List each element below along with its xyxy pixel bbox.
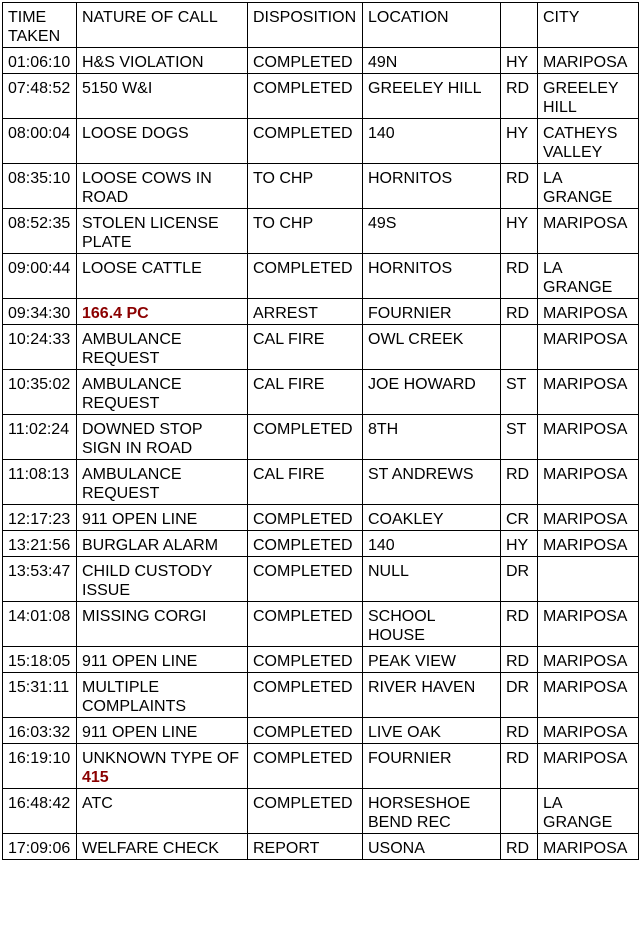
nature-text: AMBULANCE REQUEST [82,331,182,367]
cell-street-type: DR [501,673,538,718]
table-row [3,834,639,860]
cell-street-type: ST [501,370,538,415]
cell-time: 10:35:02 [3,370,77,415]
table-row [3,254,639,299]
cell-location: SCHOOL HOUSE [363,602,501,647]
nature-text: STOLEN LICENSE PLATE [82,215,219,251]
nature-text: ATC [82,795,113,812]
table-row [3,299,639,325]
cell-time: 13:53:47 [3,557,77,602]
cell-disposition: COMPLETED [248,505,363,531]
cell-time: 08:35:10 [3,164,77,209]
cell-nature-of-call [77,370,248,415]
cell-city: MARIPOSA [538,299,639,325]
cell-nature-of-call [77,74,248,119]
cell-location: LIVE OAK [363,718,501,744]
cell-street-type: RD [501,460,538,505]
cell-location: ST ANDREWS [363,460,501,505]
cell-nature-of-call [77,119,248,164]
nature-text: LOOSE COWS IN ROAD [82,170,212,206]
nature-text: 911 OPEN LINE [82,511,198,528]
cell-nature-of-call [77,505,248,531]
nature-text: 5150 W&I [82,80,153,97]
cell-time: 16:03:32 [3,718,77,744]
nature-highlight-text: 166.4 PC [82,305,149,322]
cell-street-type: ST [501,415,538,460]
cell-city: MARIPOSA [538,602,639,647]
cell-city: MARIPOSA [538,48,639,74]
cell-location: HORNITOS [363,164,501,209]
cell-location: FOURNIER [363,744,501,789]
cell-location: 49S [363,209,501,254]
cell-disposition: COMPLETED [248,673,363,718]
cell-disposition: COMPLETED [248,647,363,673]
nature-text: AMBULANCE REQUEST [82,376,182,412]
nature-text: UNKNOWN TYPE OF [82,750,240,767]
cell-time: 16:19:10 [3,744,77,789]
cell-time: 15:18:05 [3,647,77,673]
header-street-type [501,3,538,48]
cell-nature-of-call [77,557,248,602]
cell-city: MARIPOSA [538,505,639,531]
nature-text: H&S VIOLATION [82,54,204,71]
cell-location: PEAK VIEW [363,647,501,673]
cell-street-type: RD [501,602,538,647]
nature-text: 911 OPEN LINE [82,653,198,670]
table-row [3,789,639,834]
cell-street-type: HY [501,531,538,557]
cell-nature-of-call [77,460,248,505]
cell-disposition: COMPLETED [248,531,363,557]
header-location: LOCATION [363,3,501,48]
cell-time: 17:09:06 [3,834,77,860]
cell-time: 08:00:04 [3,119,77,164]
cell-street-type: RD [501,254,538,299]
cell-city: MARIPOSA [538,531,639,557]
cell-location: HORNITOS [363,254,501,299]
table-row [3,164,639,209]
cell-street-type [501,789,538,834]
cell-time: 15:31:11 [3,673,77,718]
cell-disposition: COMPLETED [248,119,363,164]
cell-disposition: COMPLETED [248,602,363,647]
nature-text: CHILD CUSTODY ISSUE [82,563,213,599]
cell-time: 09:00:44 [3,254,77,299]
cell-location: 140 [363,119,501,164]
cell-time: 12:17:23 [3,505,77,531]
cell-nature-of-call [77,325,248,370]
nature-text: WELFARE CHECK [82,840,219,857]
table-row [3,48,639,74]
table-row [3,325,639,370]
cell-city: MARIPOSA [538,460,639,505]
cell-nature-of-call [77,744,248,789]
cell-time: 10:24:33 [3,325,77,370]
cell-street-type: RD [501,718,538,744]
cell-nature-of-call [77,164,248,209]
cell-city: MARIPOSA [538,647,639,673]
cell-disposition: COMPLETED [248,254,363,299]
cell-disposition: TO CHP [248,209,363,254]
nature-text: BURGLAR ALARM [82,537,219,554]
cell-city: MARIPOSA [538,415,639,460]
nature-text: MULTIPLE COMPLAINTS [82,679,187,715]
cell-city: LA GRANGE [538,164,639,209]
cell-disposition: TO CHP [248,164,363,209]
cell-street-type [501,325,538,370]
cell-location: FOURNIER [363,299,501,325]
cell-city: GREELEY HILL [538,74,639,119]
cell-disposition: CAL FIRE [248,325,363,370]
table-row [3,460,639,505]
table-row [3,744,639,789]
cell-nature-of-call [77,48,248,74]
cell-city: MARIPOSA [538,718,639,744]
cell-street-type: RD [501,834,538,860]
table-row [3,370,639,415]
table-row [3,505,639,531]
cell-time: 11:08:13 [3,460,77,505]
cell-location: HORSESHOE BEND REC [363,789,501,834]
cell-nature-of-call [77,602,248,647]
cell-street-type: RD [501,74,538,119]
cell-time: 11:02:24 [3,415,77,460]
cell-time: 01:06:10 [3,48,77,74]
cell-location: 49N [363,48,501,74]
cell-disposition: COMPLETED [248,744,363,789]
cell-time: 08:52:35 [3,209,77,254]
table-row [3,718,639,744]
nature-text: MISSING CORGI [82,608,207,625]
cell-street-type: CR [501,505,538,531]
cell-disposition: COMPLETED [248,718,363,744]
call-log-table [2,2,639,860]
cell-disposition: CAL FIRE [248,460,363,505]
cell-nature-of-call [77,718,248,744]
header-disposition: DISPOSITION [248,3,363,48]
cell-location: COAKLEY [363,505,501,531]
table-row [3,74,639,119]
cell-time: 07:48:52 [3,74,77,119]
cell-disposition: REPORT [248,834,363,860]
table-row [3,602,639,647]
cell-city: LA GRANGE [538,789,639,834]
cell-nature-of-call [77,531,248,557]
cell-location: GREELEY HILL [363,74,501,119]
header-time-taken: TIME TAKEN [3,3,77,48]
cell-city [538,557,639,602]
cell-nature-of-call [77,834,248,860]
cell-street-type: RD [501,647,538,673]
header-row [3,3,639,48]
cell-nature-of-call [77,299,248,325]
cell-city: MARIPOSA [538,673,639,718]
table-row [3,531,639,557]
cell-nature-of-call [77,254,248,299]
cell-disposition: COMPLETED [248,557,363,602]
cell-disposition: ARREST [248,299,363,325]
table-row [3,673,639,718]
header-city: CITY [538,3,639,48]
cell-street-type: HY [501,119,538,164]
cell-location: RIVER HAVEN [363,673,501,718]
cell-disposition: CAL FIRE [248,370,363,415]
cell-location: 8TH [363,415,501,460]
table-row [3,119,639,164]
cell-location: 140 [363,531,501,557]
cell-city: MARIPOSA [538,325,639,370]
cell-disposition: COMPLETED [248,74,363,119]
nature-text: AMBULANCE REQUEST [82,466,182,502]
cell-location: USONA [363,834,501,860]
cell-time: 09:34:30 [3,299,77,325]
nature-text: DOWNED STOP SIGN IN ROAD [82,421,203,457]
cell-street-type: HY [501,209,538,254]
table-row [3,415,639,460]
cell-location: JOE HOWARD [363,370,501,415]
table-row [3,647,639,673]
nature-text: LOOSE DOGS [82,125,189,142]
cell-city: MARIPOSA [538,834,639,860]
cell-street-type: RD [501,299,538,325]
cell-nature-of-call [77,209,248,254]
cell-street-type: DR [501,557,538,602]
table-row [3,209,639,254]
cell-location: OWL CREEK [363,325,501,370]
cell-city: LA GRANGE [538,254,639,299]
cell-disposition: COMPLETED [248,415,363,460]
cell-time: 14:01:08 [3,602,77,647]
nature-highlight-text: 415 [82,769,109,786]
cell-time: 13:21:56 [3,531,77,557]
cell-city: MARIPOSA [538,744,639,789]
cell-nature-of-call [77,789,248,834]
cell-street-type: RD [501,744,538,789]
cell-city: MARIPOSA [538,209,639,254]
cell-disposition: COMPLETED [248,789,363,834]
cell-street-type: RD [501,164,538,209]
nature-text: LOOSE CATTLE [82,260,202,277]
cell-disposition: COMPLETED [248,48,363,74]
cell-nature-of-call [77,415,248,460]
nature-text: 911 OPEN LINE [82,724,198,741]
cell-nature-of-call [77,673,248,718]
cell-location: NULL [363,557,501,602]
header-nature-of-call: NATURE OF CALL [77,3,248,48]
cell-time: 16:48:42 [3,789,77,834]
cell-city: CATHEYS VALLEY [538,119,639,164]
table-row [3,557,639,602]
cell-street-type: HY [501,48,538,74]
cell-city: MARIPOSA [538,370,639,415]
cell-nature-of-call [77,647,248,673]
